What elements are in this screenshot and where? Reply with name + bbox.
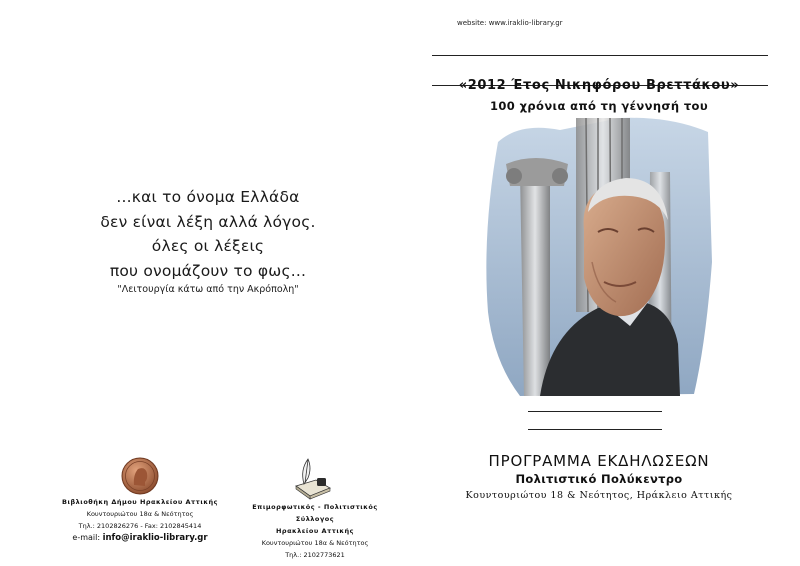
quote-line: όλες οι λέξεις — [151, 237, 265, 255]
cover-subtitle: 100 χρόνια από τη γέννησή του — [489, 99, 709, 113]
program-address: Κουντουριώτου 18 & Νεότητος, Ηράκλειο Αττικής — [465, 490, 733, 501]
top-rule — [432, 55, 768, 56]
quote-line: που ονομάζουν το φως... — [109, 261, 307, 280]
quote-line: δεν είναι λέξη αλλά λόγος. — [100, 212, 316, 231]
medal-portrait-icon — [121, 457, 159, 495]
library-name: Βιβλιοθήκη Δήμου Ηρακλείου Αττικής — [62, 498, 218, 506]
divider-rule-1 — [528, 411, 662, 412]
library-address: Κουντουριώτου 18α & Νεότητος — [86, 510, 194, 518]
quote-line: ...και το όνομα Ελλάδα — [116, 188, 300, 206]
program-title: ΠΡΟΓΡΑΜΜΑ ΕΚΔΗΛΩΣΕΩΝ — [488, 452, 710, 470]
quote-source: "Λειτουργία κάτω από την Ακρόπολη" — [117, 284, 299, 295]
society-name-line1: Επιμορφωτικός - Πολιτιστικός Σύλλογος — [252, 503, 378, 523]
library-info — [60, 496, 220, 544]
divider-rule-2 — [528, 429, 662, 430]
society-address: Κουντουριώτου 18α & Νεότητος — [261, 539, 369, 547]
society-phone: Τηλ.: 2102773621 — [285, 551, 345, 559]
cover-title: «2012 Έτος Νικηφόρου Βρεττάκου» — [458, 78, 740, 93]
society-name-line2: Ηρακλείου Αττικής — [275, 527, 355, 535]
library-phones: Τηλ.: 2102826276 - Fax: 2102845414 — [78, 522, 202, 530]
email-label: e-mail: — [72, 533, 103, 542]
poem-quote — [60, 185, 356, 295]
library-email-line — [60, 532, 220, 544]
poet-portrait-image — [480, 112, 714, 397]
quill-inkpot-icon — [290, 456, 336, 500]
website-url: website: www.iraklio-library.gr — [457, 19, 563, 27]
society-info — [237, 501, 393, 561]
program-venue: Πολιτιστικό Πολύκεντρο — [515, 472, 683, 486]
library-email: info@iraklio-library.gr — [102, 533, 208, 543]
